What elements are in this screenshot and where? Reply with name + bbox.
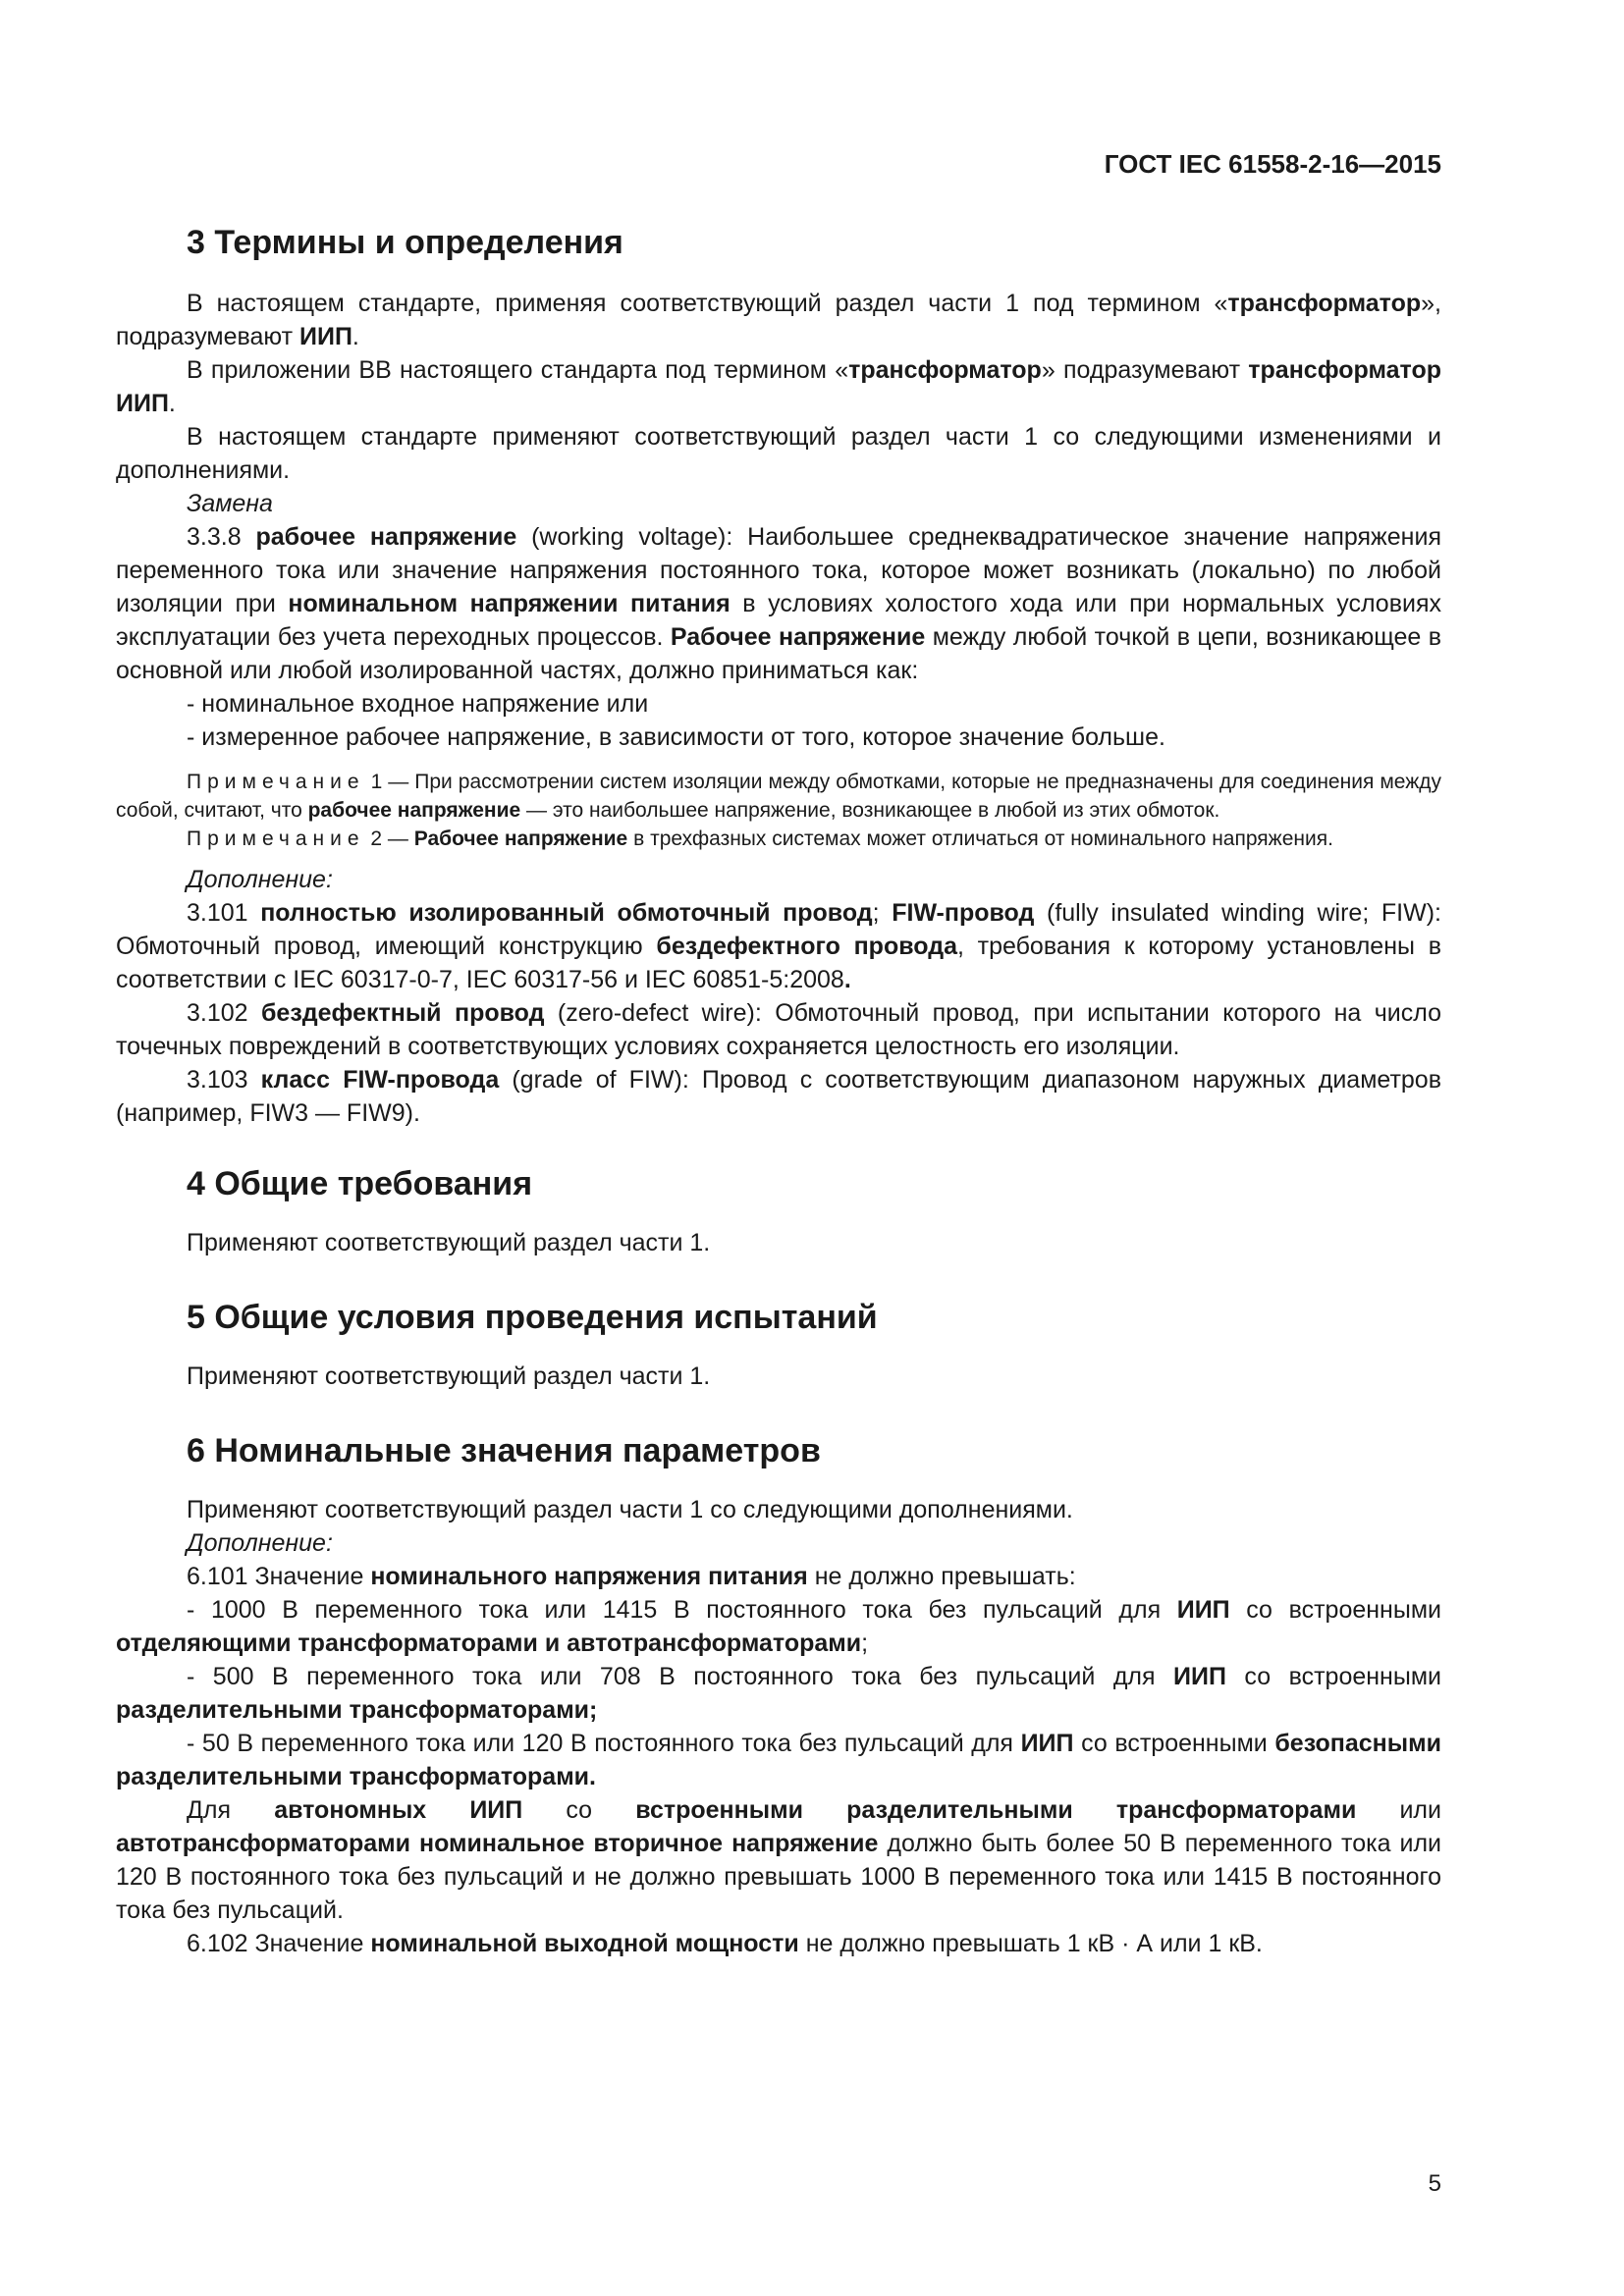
text-run: в условиях холостого хода или при нормальных условиях эксплуатации без учета переходных процессов. <box>116 590 1441 651</box>
text-run: — это наибольшее напряжение, возникающее в любой из этих обмоток. <box>520 799 1220 822</box>
text-run: », подразумевают <box>116 290 1441 350</box>
bold-term: рабочее напряжение <box>255 523 517 551</box>
definition-3-101 <box>116 896 1441 996</box>
bold-term: ИИП <box>1020 1730 1074 1757</box>
bold-term: FIW-провод <box>892 899 1035 927</box>
section-6-paragraph <box>116 1793 1441 1927</box>
text-run: - 1000 В переменного тока или 1415 В постоянного тока без пульсаций для <box>187 1596 1177 1624</box>
bold-term: номинальной выходной мощности <box>370 1930 799 1957</box>
bold-term: отделяющими трансформаторами и автотрансформаторами <box>116 1629 862 1657</box>
text-run: 6.102 Значение <box>187 1930 371 1957</box>
text-run: Применяют соответствующий раздел части 1. <box>187 1229 711 1256</box>
text-run: Для <box>187 1796 275 1824</box>
bold-term: номинальном напряжении питания <box>288 590 731 617</box>
text-run: в трехфазных системах может отличаться от номинального напряжения. <box>627 828 1333 850</box>
clause-6-102 <box>116 1927 1441 1960</box>
addition-label: Дополнение: <box>187 866 333 893</box>
text-run: 2 — <box>364 828 414 850</box>
section-6-title: 6 Номинальные значения параметров <box>187 1432 821 1469</box>
text-run: . <box>168 390 176 417</box>
text-run: 6.101 Значение <box>187 1563 371 1590</box>
text-run: В настоящем стандарте, применяя соответствующий раздел части 1 под термином « <box>187 290 1228 317</box>
section-3-paragraph <box>116 353 1441 420</box>
text-run: со встроенными <box>1073 1730 1275 1757</box>
text-run: 1 — При рассмотрении систем изоляции между обмотками, которые не предназначены для соединения между собой, считают, что <box>116 771 1441 822</box>
bold-term: ИИП <box>1173 1663 1226 1690</box>
replace-label: Замена <box>187 490 273 517</box>
text-run: 3.103 <box>187 1066 261 1094</box>
text-run: 3.101 <box>187 899 261 927</box>
text-run: должно быть более 50 В переменного тока или 120 В постоянного тока без пульсаций и не должно превышать 1000 В переменного тока или 1415 В постоянного тока без пульсаций. <box>116 1830 1442 1924</box>
page-number: 5 <box>1428 2170 1441 2197</box>
text-run: не должно превышать 1 кВ · А или 1 кВ. <box>798 1930 1263 1957</box>
list-item <box>116 1660 1441 1727</box>
text-run: В настоящем стандарте применяют соответствующий раздел части 1 со следующими изменениями и дополнениями. <box>116 423 1441 484</box>
section-5-paragraph <box>116 1360 1441 1393</box>
bold-term: . <box>843 966 851 993</box>
text-run: - номинальное входное напряжение или <box>187 690 649 718</box>
bold-term: бездефектного провода <box>656 933 957 960</box>
list-item <box>116 1593 1441 1660</box>
text-run: - 50 В переменного тока или 120 В постоянного тока без пульсаций для <box>187 1730 1021 1757</box>
text-run: (grade of FIW): Провод с соответствующим диапазоном наружных диаметров (например, FIW3 — FIW9). <box>116 1066 1441 1127</box>
definition-3-102 <box>116 996 1441 1063</box>
text-run: ; <box>861 1629 869 1657</box>
text-run: между любой точкой в цепи, возникающее в основной или любой изолированной частях, должно приниматься как: <box>116 623 1441 684</box>
addition-label: Дополнение: <box>187 1529 333 1557</box>
definition-3-103 <box>116 1063 1441 1130</box>
text-run: - 500 В переменного тока или 708 В постоянного тока без пульсаций для <box>187 1663 1174 1690</box>
bold-term: безопасными разделительными трансформаторами. <box>116 1730 1441 1790</box>
section-5-title: 5 Общие условия проведения испытаний <box>187 1299 878 1336</box>
bold-term: встроенными разделительными трансформаторами <box>635 1796 1357 1824</box>
text-run: (working voltage): Наибольшее среднеквадратическое значение напряжения переменного тока или значение напряжения постоянного тока, которое может возникать (локально) по любой изоляции при <box>116 523 1441 617</box>
section-6-paragraph <box>116 1493 1441 1526</box>
text-run: . <box>352 323 359 350</box>
document-body <box>116 218 1441 1960</box>
text-run: со встроенными <box>1229 1596 1441 1624</box>
list-item <box>116 721 1441 754</box>
text-run: ; <box>872 899 893 927</box>
bold-term: трансформатор <box>1227 290 1422 317</box>
text-run: , требования к которому установлены в соответствии с IEC 60317-0-7, IEC 60317-56 и IEC 60851-5:2008 <box>116 933 1441 993</box>
text-run: - измеренное рабочее напряжение, в зависимости от того, которое значение больше. <box>187 723 1165 751</box>
definition-3-3-8 <box>116 520 1441 687</box>
bold-term: автотрансформаторами номинальное вторичное напряжение <box>116 1830 879 1857</box>
list-item <box>116 687 1441 721</box>
bold-term: полностью изолированный обмоточный провод <box>260 899 873 927</box>
text-run: не должно превышать: <box>807 1563 1076 1590</box>
bold-term: Рабочее напряжение <box>413 828 628 850</box>
clause-6-101 <box>116 1560 1441 1593</box>
note-1 <box>116 768 1441 825</box>
bold-term: трансформатор <box>848 356 1042 384</box>
text-run: 3.3.8 <box>187 523 256 551</box>
section-3-paragraph <box>116 420 1441 487</box>
text-run: со <box>522 1796 636 1824</box>
bold-term: трансформатор ИИП <box>116 356 1441 417</box>
text-run: Примечание <box>187 828 365 850</box>
text-run: Применяют соответствующий раздел части 1. <box>187 1362 711 1390</box>
bold-term: класс FIW-провода <box>260 1066 500 1094</box>
text-run: (zero-defect wire): Обмоточный провод, при испытании которого на число точечных повреждений в соответствующих условиях сохраняется целостность его изоляции. <box>116 999 1442 1060</box>
bold-term: номинального напряжения питания <box>370 1563 808 1590</box>
bold-term: бездефектный провод <box>260 999 545 1027</box>
section-3-paragraph <box>116 287 1441 353</box>
text-run: 3.102 <box>187 999 261 1027</box>
text-run: Примечание <box>187 771 365 793</box>
section-3-title: 3 Термины и определения <box>187 224 623 261</box>
document-id-header: ГОСТ IEC 61558-2-16—2015 <box>1104 149 1441 179</box>
bold-term: автономных ИИП <box>274 1796 523 1824</box>
list-item <box>116 1727 1441 1793</box>
text-run: со встроенными <box>1225 1663 1441 1690</box>
bold-term: ИИП <box>1176 1596 1230 1624</box>
bold-term: Рабочее напряжение <box>670 623 926 651</box>
text-run: (fully insulated winding wire; FIW): Обмоточный провод, имеющий конструкцию <box>116 899 1441 960</box>
note-2 <box>116 825 1441 853</box>
section-4-paragraph <box>116 1226 1441 1259</box>
bold-term: ИИП <box>299 323 352 350</box>
text-run: » подразумевают <box>1041 356 1249 384</box>
bold-term: разделительными трансформаторами; <box>116 1696 598 1724</box>
text-run: Применяют соответствующий раздел части 1 со следующими дополнениями. <box>187 1496 1073 1523</box>
bold-term: рабочее напряжение <box>307 799 521 822</box>
text-run: или <box>1356 1796 1441 1824</box>
section-4-title: 4 Общие требования <box>187 1165 533 1202</box>
text-run: В приложении ВВ настоящего стандарта под термином « <box>187 356 849 384</box>
